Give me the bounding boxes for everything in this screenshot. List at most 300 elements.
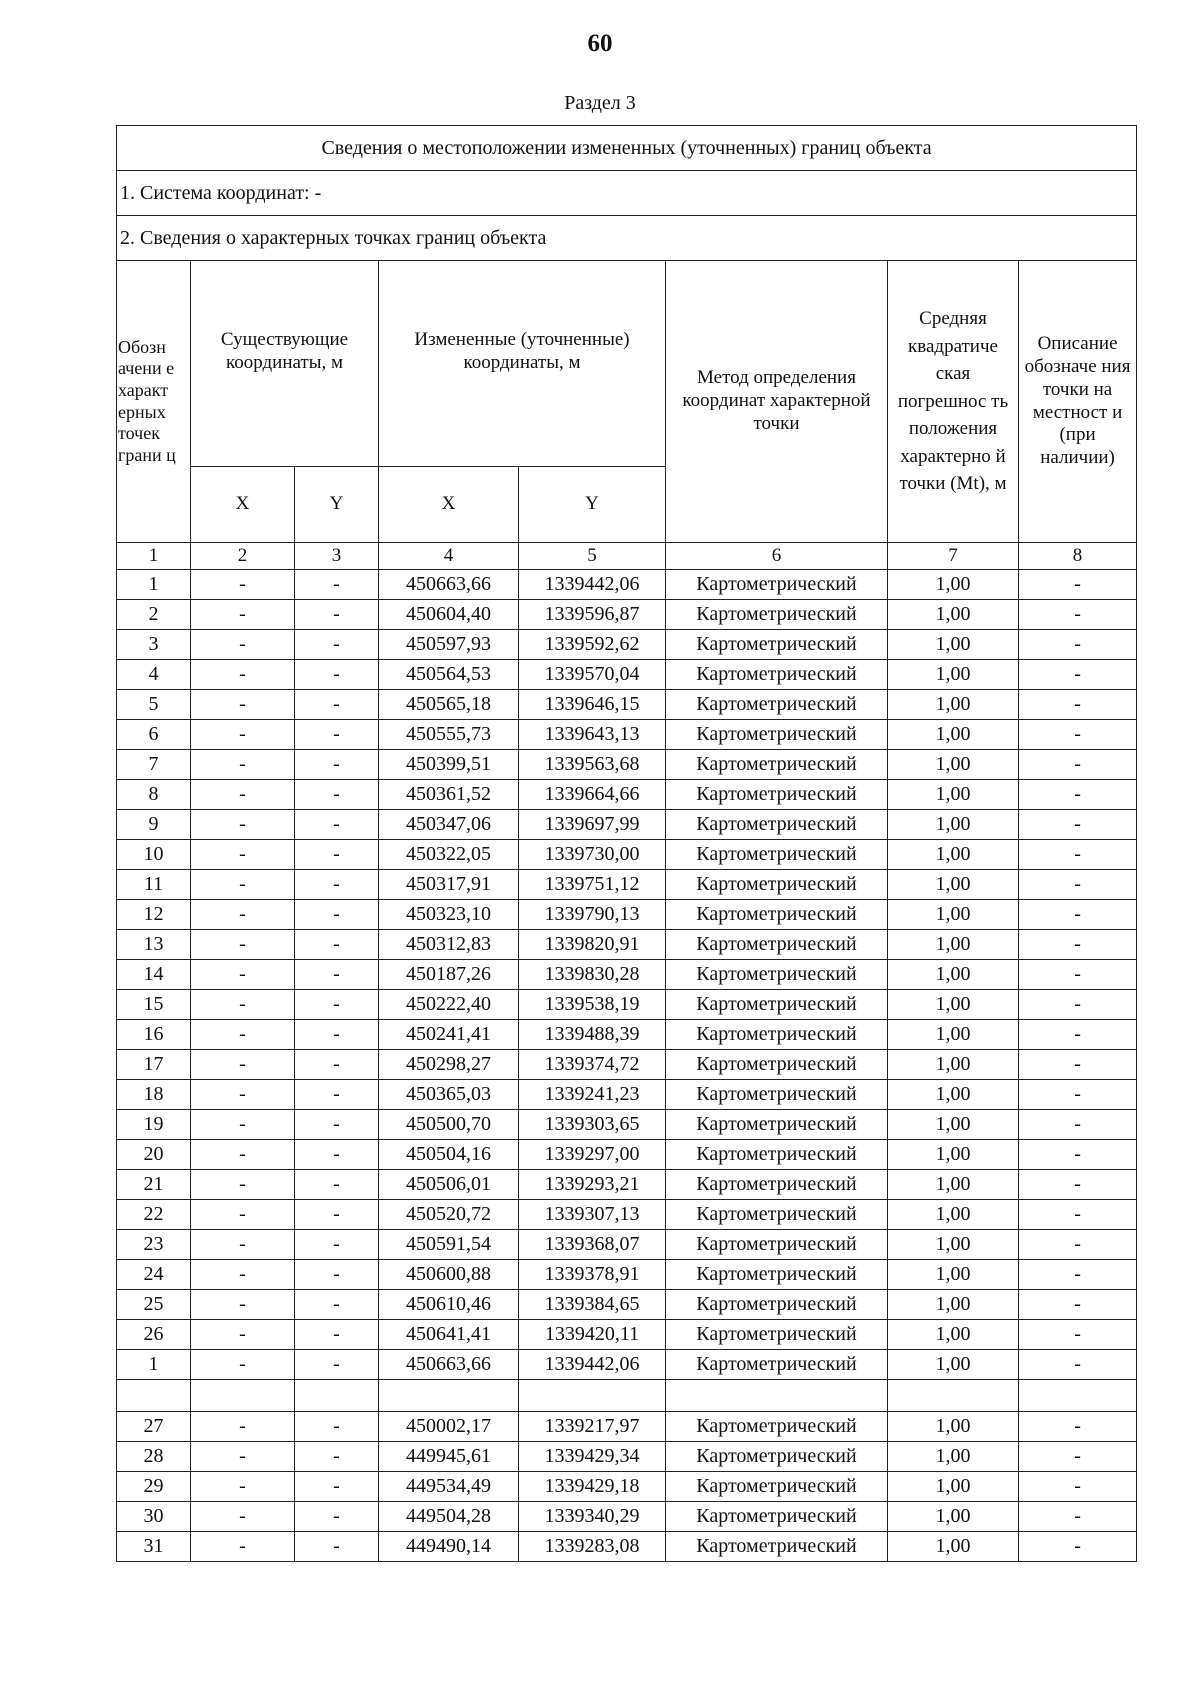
changed-x-cell: 450604,40 bbox=[379, 600, 519, 630]
changed-x-cell: 450506,01 bbox=[379, 1170, 519, 1200]
description-cell: - bbox=[1019, 570, 1137, 600]
existing-y-cell: - bbox=[295, 990, 379, 1020]
method-cell: Картометрический bbox=[666, 1050, 888, 1080]
existing-x-cell: - bbox=[191, 1020, 295, 1050]
changed-y-cell: 1339442,06 bbox=[519, 1350, 666, 1380]
error-cell: 1,00 bbox=[888, 1170, 1019, 1200]
changed-y-cell: 1339384,65 bbox=[519, 1290, 666, 1320]
method-cell: Картометрический bbox=[666, 1532, 888, 1562]
column-number: 4 bbox=[379, 543, 519, 570]
error-cell: 1,00 bbox=[888, 930, 1019, 960]
changed-x-cell: 449490,14 bbox=[379, 1532, 519, 1562]
changed-x-cell: 450312,83 bbox=[379, 930, 519, 960]
existing-x-cell: - bbox=[191, 1350, 295, 1380]
existing-y-cell: - bbox=[295, 810, 379, 840]
existing-x-cell: - bbox=[191, 570, 295, 600]
error-cell: 1,00 bbox=[888, 1230, 1019, 1260]
existing-x-cell: - bbox=[191, 1200, 295, 1230]
existing-y-cell: - bbox=[295, 1472, 379, 1502]
changed-y-cell: 1339283,08 bbox=[519, 1532, 666, 1562]
description-cell: - bbox=[1019, 1110, 1137, 1140]
error-cell: 1,00 bbox=[888, 1080, 1019, 1110]
description-cell: - bbox=[1019, 1290, 1137, 1320]
table-row bbox=[117, 990, 1137, 1020]
changed-x-cell: 450187,26 bbox=[379, 960, 519, 990]
section-title: Раздел 3 bbox=[564, 92, 636, 114]
description-cell: - bbox=[1019, 630, 1137, 660]
changed-x-cell: 450222,40 bbox=[379, 990, 519, 1020]
method-cell: Картометрический bbox=[666, 1412, 888, 1442]
description-cell: - bbox=[1019, 1020, 1137, 1050]
changed-y-cell: 1339592,62 bbox=[519, 630, 666, 660]
table-row bbox=[117, 570, 1137, 600]
table-row bbox=[117, 1502, 1137, 1532]
error-cell: 1,00 bbox=[888, 1502, 1019, 1532]
point-number-cell: 3 bbox=[117, 630, 191, 660]
table-row bbox=[117, 630, 1137, 660]
point-number-cell: 28 bbox=[117, 1442, 191, 1472]
existing-y-cell: - bbox=[295, 1290, 379, 1320]
changed-x-cell: 450317,91 bbox=[379, 870, 519, 900]
existing-x-cell: - bbox=[191, 810, 295, 840]
existing-x-cell: - bbox=[191, 840, 295, 870]
changed-x-cell: 450504,16 bbox=[379, 1140, 519, 1170]
point-number-cell: 11 bbox=[117, 870, 191, 900]
changed-y-cell: 1339420,11 bbox=[519, 1320, 666, 1350]
changed-x-cell: 450361,52 bbox=[379, 780, 519, 810]
error-cell: 1,00 bbox=[888, 1290, 1019, 1320]
method-cell: Картометрический bbox=[666, 810, 888, 840]
description-cell: - bbox=[1019, 1260, 1137, 1290]
changed-y-cell: 1339730,00 bbox=[519, 840, 666, 870]
method-cell: Картометрический bbox=[666, 1442, 888, 1472]
existing-x-cell: - bbox=[191, 1502, 295, 1532]
existing-x-cell: - bbox=[191, 1170, 295, 1200]
column-number: 7 bbox=[888, 543, 1019, 570]
table-row bbox=[117, 810, 1137, 840]
changed-y-cell: 1339596,87 bbox=[519, 600, 666, 630]
method-cell: Картометрический bbox=[666, 990, 888, 1020]
error-cell: 1,00 bbox=[888, 750, 1019, 780]
method-cell: Картометрический bbox=[666, 750, 888, 780]
table-title: Сведения о местоположении измененных (уточненных) границ объекта bbox=[117, 126, 1137, 171]
changed-x-cell: 450241,41 bbox=[379, 1020, 519, 1050]
error-cell: 1,00 bbox=[888, 720, 1019, 750]
existing-y-cell: - bbox=[295, 930, 379, 960]
existing-x-cell: - bbox=[191, 930, 295, 960]
point-number-cell: 15 bbox=[117, 990, 191, 1020]
existing-y-cell: - bbox=[295, 1412, 379, 1442]
changed-y-cell: 1339303,65 bbox=[519, 1110, 666, 1140]
existing-y-cell: - bbox=[295, 1050, 379, 1080]
table-row bbox=[117, 1170, 1137, 1200]
table-row bbox=[117, 1050, 1137, 1080]
description-cell: - bbox=[1019, 1140, 1137, 1170]
changed-x-cell: 450641,41 bbox=[379, 1320, 519, 1350]
description-cell: - bbox=[1019, 1532, 1137, 1562]
existing-x-cell: - bbox=[191, 1320, 295, 1350]
changed-x-cell: 450600,88 bbox=[379, 1260, 519, 1290]
description-cell: - bbox=[1019, 690, 1137, 720]
method-cell: Картометрический bbox=[666, 1472, 888, 1502]
changed-x-cell: 450347,06 bbox=[379, 810, 519, 840]
changed-y-cell: 1339429,18 bbox=[519, 1472, 666, 1502]
point-number-cell: 10 bbox=[117, 840, 191, 870]
changed-x-cell: 450555,73 bbox=[379, 720, 519, 750]
description-cell: - bbox=[1019, 1442, 1137, 1472]
point-number-cell: 17 bbox=[117, 1050, 191, 1080]
header-designation: Обозн ачени е характ ерных точек грани ц bbox=[117, 261, 191, 543]
table-row bbox=[117, 660, 1137, 690]
table-row bbox=[117, 1532, 1137, 1562]
existing-y-cell: - bbox=[295, 630, 379, 660]
description-cell: - bbox=[1019, 930, 1137, 960]
existing-y-cell: - bbox=[295, 1140, 379, 1170]
changed-y-cell: 1339488,39 bbox=[519, 1020, 666, 1050]
table-row bbox=[117, 1110, 1137, 1140]
changed-y-cell: 1339697,99 bbox=[519, 810, 666, 840]
existing-y-cell: - bbox=[295, 1080, 379, 1110]
description-cell: - bbox=[1019, 1050, 1137, 1080]
method-cell: Картометрический bbox=[666, 690, 888, 720]
table-row bbox=[117, 750, 1137, 780]
existing-y-cell: - bbox=[295, 1200, 379, 1230]
changed-y-cell: 1339664,66 bbox=[519, 780, 666, 810]
error-cell: 1,00 bbox=[888, 1442, 1019, 1472]
table-row bbox=[117, 1140, 1137, 1170]
existing-y-cell: - bbox=[295, 1020, 379, 1050]
header-changed-y: Y bbox=[519, 467, 666, 543]
description-cell: - bbox=[1019, 810, 1137, 840]
table-row bbox=[117, 870, 1137, 900]
existing-y-cell bbox=[295, 1380, 379, 1412]
description-cell: - bbox=[1019, 840, 1137, 870]
table-row bbox=[117, 1412, 1137, 1442]
existing-y-cell: - bbox=[295, 780, 379, 810]
method-cell: Картометрический bbox=[666, 1080, 888, 1110]
error-cell: 1,00 bbox=[888, 1472, 1019, 1502]
existing-x-cell: - bbox=[191, 1442, 295, 1472]
description-cell: - bbox=[1019, 1472, 1137, 1502]
table-row bbox=[117, 780, 1137, 810]
changed-x-cell: 450365,03 bbox=[379, 1080, 519, 1110]
description-cell: - bbox=[1019, 1412, 1137, 1442]
header-existing-x: X bbox=[191, 467, 295, 543]
changed-y-cell: 1339646,15 bbox=[519, 690, 666, 720]
table-row bbox=[117, 1080, 1137, 1110]
point-number-cell: 14 bbox=[117, 960, 191, 990]
changed-x-cell: 450322,05 bbox=[379, 840, 519, 870]
method-cell: Картометрический bbox=[666, 960, 888, 990]
description-cell: - bbox=[1019, 1350, 1137, 1380]
column-number: 5 bbox=[519, 543, 666, 570]
method-cell: Картометрический bbox=[666, 1502, 888, 1532]
header-changed-x: X bbox=[379, 467, 519, 543]
header-changed-coordinates: Измененные (уточненные) координаты, м bbox=[379, 261, 666, 467]
error-cell: 1,00 bbox=[888, 1020, 1019, 1050]
changed-x-cell: 450663,66 bbox=[379, 570, 519, 600]
changed-x-cell: 450565,18 bbox=[379, 690, 519, 720]
changed-y-cell: 1339307,13 bbox=[519, 1200, 666, 1230]
description-cell: - bbox=[1019, 780, 1137, 810]
existing-x-cell: - bbox=[191, 660, 295, 690]
table-row bbox=[117, 1350, 1137, 1380]
changed-y-cell: 1339538,19 bbox=[519, 990, 666, 1020]
existing-x-cell: - bbox=[191, 1260, 295, 1290]
existing-y-cell: - bbox=[295, 660, 379, 690]
method-cell bbox=[666, 1380, 888, 1412]
point-number-cell: 24 bbox=[117, 1260, 191, 1290]
error-cell: 1,00 bbox=[888, 840, 1019, 870]
changed-x-cell: 450399,51 bbox=[379, 750, 519, 780]
description-cell: - bbox=[1019, 990, 1137, 1020]
existing-y-cell: - bbox=[295, 750, 379, 780]
error-cell: 1,00 bbox=[888, 1050, 1019, 1080]
error-cell: 1,00 bbox=[888, 870, 1019, 900]
changed-x-cell: 450591,54 bbox=[379, 1230, 519, 1260]
existing-x-cell: - bbox=[191, 720, 295, 750]
existing-y-cell: - bbox=[295, 720, 379, 750]
changed-x-cell: 449945,61 bbox=[379, 1442, 519, 1472]
description-cell: - bbox=[1019, 1170, 1137, 1200]
error-cell: 1,00 bbox=[888, 900, 1019, 930]
method-cell: Картометрический bbox=[666, 840, 888, 870]
table-row bbox=[117, 1020, 1137, 1050]
changed-y-cell: 1339293,21 bbox=[519, 1170, 666, 1200]
method-cell: Картометрический bbox=[666, 600, 888, 630]
error-cell: 1,00 bbox=[888, 780, 1019, 810]
table-row bbox=[117, 960, 1137, 990]
header-mean-square-error: Средняя квадратиче ская погрешнос ть положения характерно й точки (Mt), м bbox=[888, 261, 1019, 543]
page-number: 60 bbox=[587, 30, 613, 57]
point-number-cell: 1 bbox=[117, 570, 191, 600]
changed-y-cell: 1339217,97 bbox=[519, 1412, 666, 1442]
description-cell: - bbox=[1019, 1080, 1137, 1110]
changed-x-cell: 450500,70 bbox=[379, 1110, 519, 1140]
method-cell: Картометрический bbox=[666, 1020, 888, 1050]
column-number: 6 bbox=[666, 543, 888, 570]
method-cell: Картометрический bbox=[666, 1260, 888, 1290]
table-row bbox=[117, 600, 1137, 630]
point-number-cell: 13 bbox=[117, 930, 191, 960]
description-cell bbox=[1019, 1380, 1137, 1412]
description-cell: - bbox=[1019, 750, 1137, 780]
table-row bbox=[117, 1230, 1137, 1260]
point-number-cell: 2 bbox=[117, 600, 191, 630]
table-row bbox=[117, 1200, 1137, 1230]
column-number: 8 bbox=[1019, 543, 1137, 570]
table-row bbox=[117, 720, 1137, 750]
existing-x-cell: - bbox=[191, 1230, 295, 1260]
error-cell bbox=[888, 1380, 1019, 1412]
existing-x-cell: - bbox=[191, 600, 295, 630]
changed-y-cell: 1339751,12 bbox=[519, 870, 666, 900]
error-cell: 1,00 bbox=[888, 1140, 1019, 1170]
method-cell: Картометрический bbox=[666, 1200, 888, 1230]
changed-y-cell: 1339297,00 bbox=[519, 1140, 666, 1170]
point-number-cell: 19 bbox=[117, 1110, 191, 1140]
changed-y-cell: 1339563,68 bbox=[519, 750, 666, 780]
existing-y-cell: - bbox=[295, 1260, 379, 1290]
description-cell: - bbox=[1019, 1230, 1137, 1260]
point-number-cell: 18 bbox=[117, 1080, 191, 1110]
column-number: 1 bbox=[117, 543, 191, 570]
changed-y-cell: 1339820,91 bbox=[519, 930, 666, 960]
header-existing-coordinates: Существующие координаты, м bbox=[191, 261, 379, 467]
header-existing-y: Y bbox=[295, 467, 379, 543]
existing-y-cell: - bbox=[295, 840, 379, 870]
existing-y-cell: - bbox=[295, 1350, 379, 1380]
existing-y-cell: - bbox=[295, 1502, 379, 1532]
existing-y-cell: - bbox=[295, 1442, 379, 1472]
existing-y-cell: - bbox=[295, 1230, 379, 1260]
point-number-cell: 12 bbox=[117, 900, 191, 930]
changed-x-cell: 450298,27 bbox=[379, 1050, 519, 1080]
method-cell: Картометрический bbox=[666, 1170, 888, 1200]
point-number-cell: 27 bbox=[117, 1412, 191, 1442]
changed-x-cell: 450520,72 bbox=[379, 1200, 519, 1230]
description-cell: - bbox=[1019, 600, 1137, 630]
table-row bbox=[117, 1290, 1137, 1320]
point-number-cell: 8 bbox=[117, 780, 191, 810]
error-cell: 1,00 bbox=[888, 1532, 1019, 1562]
changed-x-cell: 449504,28 bbox=[379, 1502, 519, 1532]
existing-x-cell: - bbox=[191, 1412, 295, 1442]
existing-x-cell: - bbox=[191, 900, 295, 930]
point-number-cell: 9 bbox=[117, 810, 191, 840]
method-cell: Картометрический bbox=[666, 660, 888, 690]
point-number-cell: 20 bbox=[117, 1140, 191, 1170]
table-row bbox=[117, 900, 1137, 930]
method-cell: Картометрический bbox=[666, 870, 888, 900]
changed-y-cell: 1339442,06 bbox=[519, 570, 666, 600]
error-cell: 1,00 bbox=[888, 1200, 1019, 1230]
existing-x-cell: - bbox=[191, 990, 295, 1020]
description-cell: - bbox=[1019, 960, 1137, 990]
description-cell: - bbox=[1019, 660, 1137, 690]
error-cell: 1,00 bbox=[888, 1320, 1019, 1350]
error-cell: 1,00 bbox=[888, 990, 1019, 1020]
point-number-cell: 6 bbox=[117, 720, 191, 750]
existing-x-cell: - bbox=[191, 750, 295, 780]
existing-y-cell: - bbox=[295, 1110, 379, 1140]
point-number-cell: 4 bbox=[117, 660, 191, 690]
table-row-separator bbox=[117, 1380, 1137, 1412]
description-cell: - bbox=[1019, 720, 1137, 750]
changed-x-cell: 450597,93 bbox=[379, 630, 519, 660]
header-method: Метод определения координат характерной точки bbox=[666, 261, 888, 543]
point-number-cell: 21 bbox=[117, 1170, 191, 1200]
existing-x-cell: - bbox=[191, 1080, 295, 1110]
changed-y-cell: 1339643,13 bbox=[519, 720, 666, 750]
existing-y-cell: - bbox=[295, 1320, 379, 1350]
method-cell: Картометрический bbox=[666, 1140, 888, 1170]
method-cell: Картометрический bbox=[666, 1290, 888, 1320]
method-cell: Картометрический bbox=[666, 900, 888, 930]
existing-x-cell: - bbox=[191, 1290, 295, 1320]
boundary-points-table bbox=[116, 125, 1137, 1562]
error-cell: 1,00 bbox=[888, 1350, 1019, 1380]
point-number-cell: 7 bbox=[117, 750, 191, 780]
changed-y-cell: 1339241,23 bbox=[519, 1080, 666, 1110]
existing-y-cell: - bbox=[295, 1532, 379, 1562]
existing-y-cell: - bbox=[295, 870, 379, 900]
changed-y-cell: 1339830,28 bbox=[519, 960, 666, 990]
changed-y-cell: 1339790,13 bbox=[519, 900, 666, 930]
error-cell: 1,00 bbox=[888, 660, 1019, 690]
error-cell: 1,00 bbox=[888, 1110, 1019, 1140]
existing-x-cell: - bbox=[191, 1110, 295, 1140]
point-number-cell: 22 bbox=[117, 1200, 191, 1230]
error-cell: 1,00 bbox=[888, 690, 1019, 720]
changed-y-cell: 1339374,72 bbox=[519, 1050, 666, 1080]
method-cell: Картометрический bbox=[666, 1230, 888, 1260]
points-heading: 2. Сведения о характерных точках границ объекта bbox=[117, 216, 1137, 261]
description-cell: - bbox=[1019, 1320, 1137, 1350]
description-cell: - bbox=[1019, 1200, 1137, 1230]
error-cell: 1,00 bbox=[888, 600, 1019, 630]
error-cell: 1,00 bbox=[888, 810, 1019, 840]
method-cell: Картометрический bbox=[666, 570, 888, 600]
existing-x-cell: - bbox=[191, 1472, 295, 1502]
point-number-cell bbox=[117, 1380, 191, 1412]
table-row bbox=[117, 1260, 1137, 1290]
existing-y-cell: - bbox=[295, 960, 379, 990]
existing-x-cell: - bbox=[191, 630, 295, 660]
changed-x-cell: 450610,46 bbox=[379, 1290, 519, 1320]
changed-x-cell: 450663,66 bbox=[379, 1350, 519, 1380]
point-number-cell: 30 bbox=[117, 1502, 191, 1532]
existing-y-cell: - bbox=[295, 570, 379, 600]
column-number: 3 bbox=[295, 543, 379, 570]
method-cell: Картометрический bbox=[666, 930, 888, 960]
coordinate-system: 1. Система координат: - bbox=[117, 171, 1137, 216]
point-number-cell: 23 bbox=[117, 1230, 191, 1260]
existing-y-cell: - bbox=[295, 1170, 379, 1200]
error-cell: 1,00 bbox=[888, 630, 1019, 660]
changed-x-cell: 449534,49 bbox=[379, 1472, 519, 1502]
method-cell: Картометрический bbox=[666, 630, 888, 660]
point-number-cell: 26 bbox=[117, 1320, 191, 1350]
table-row bbox=[117, 690, 1137, 720]
changed-y-cell: 1339378,91 bbox=[519, 1260, 666, 1290]
table-row bbox=[117, 1320, 1137, 1350]
changed-x-cell bbox=[379, 1380, 519, 1412]
changed-y-cell: 1339368,07 bbox=[519, 1230, 666, 1260]
existing-x-cell: - bbox=[191, 870, 295, 900]
existing-y-cell: - bbox=[295, 900, 379, 930]
column-number: 2 bbox=[191, 543, 295, 570]
table-row bbox=[117, 1442, 1137, 1472]
table-row bbox=[117, 1472, 1137, 1502]
error-cell: 1,00 bbox=[888, 960, 1019, 990]
error-cell: 1,00 bbox=[888, 570, 1019, 600]
description-cell: - bbox=[1019, 1502, 1137, 1532]
changed-y-cell bbox=[519, 1380, 666, 1412]
existing-x-cell: - bbox=[191, 1140, 295, 1170]
point-number-cell: 29 bbox=[117, 1472, 191, 1502]
header-point-description: Описание обозначе ния точки на местност и (при наличии) bbox=[1019, 261, 1137, 543]
column-number-row bbox=[117, 543, 1137, 570]
method-cell: Картометрический bbox=[666, 1350, 888, 1380]
description-cell: - bbox=[1019, 900, 1137, 930]
existing-x-cell: - bbox=[191, 1532, 295, 1562]
changed-y-cell: 1339340,29 bbox=[519, 1502, 666, 1532]
method-cell: Картометрический bbox=[666, 1110, 888, 1140]
changed-y-cell: 1339429,34 bbox=[519, 1442, 666, 1472]
point-number-cell: 31 bbox=[117, 1532, 191, 1562]
changed-x-cell: 450323,10 bbox=[379, 900, 519, 930]
